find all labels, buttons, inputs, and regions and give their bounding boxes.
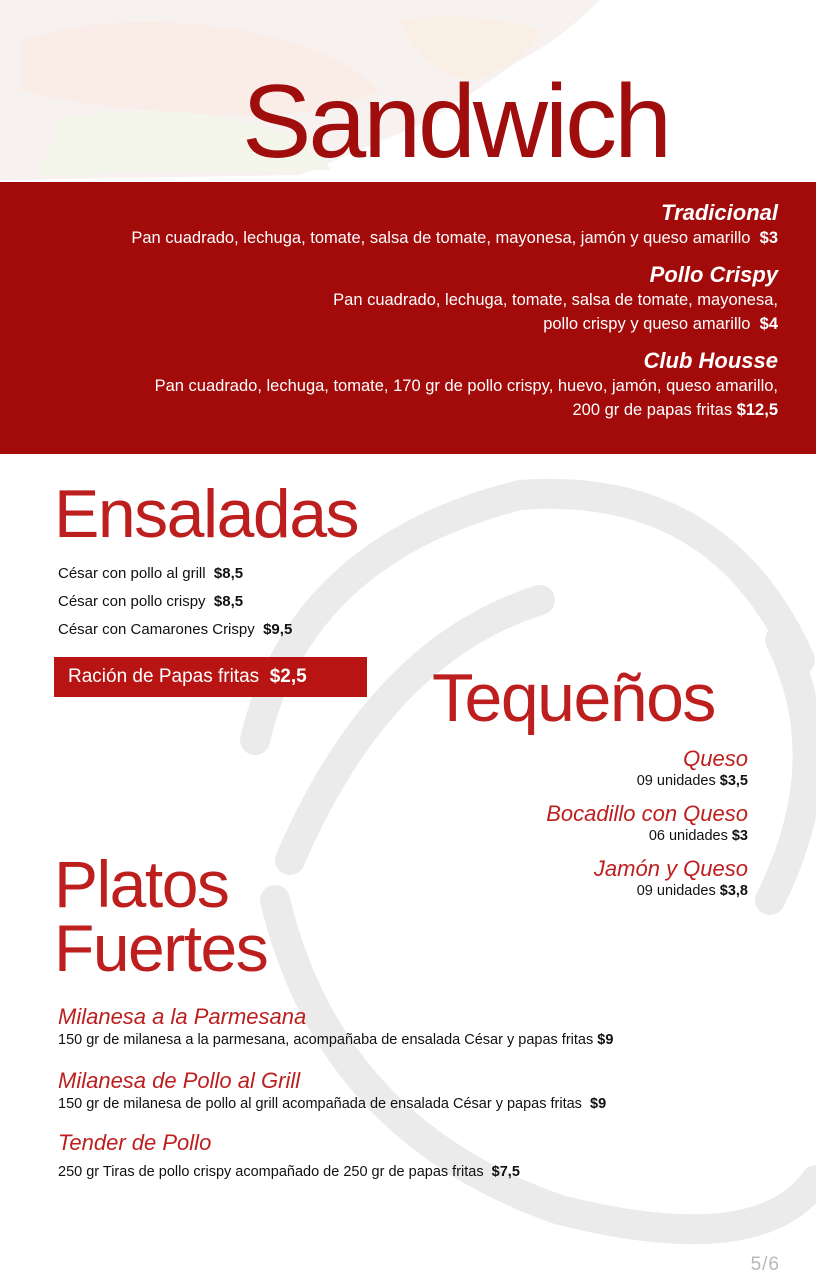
sandwich-item-desc-line: Pan cuadrado, lechuga, tomate, salsa de tomate, mayonesa, [333,291,778,309]
tequeno-item-price: $3,8 [719,883,748,899]
sandwich-item-pollo-crispy [333,262,778,336]
sandwich-item-desc-line: Pan cuadrado, lechuga, tomate, salsa de tomate, mayonesa, jamón y queso amarillo [131,229,751,247]
sandwich-item-description [131,226,778,250]
tequeno-item-units: 09 unidades [636,773,716,789]
plato-fuerte-item [58,1004,613,1050]
ensalada-item-price: $8,5 [213,565,244,582]
tequeno-item-price: $3,5 [719,773,748,789]
sandwich-item-desc-line: pollo crispy y queso amarillo [543,315,751,333]
papas-label: Ración de Papas fritas [68,666,260,687]
tequeno-item [637,746,748,790]
page-indicator: 5/6 [750,1254,780,1275]
sandwich-item-description [155,398,778,422]
tequeno-item-detail [546,827,748,845]
sandwich-item-desc-line: Pan cuadrado, lechuga, tomate, 170 gr de pollo crispy, huevo, jamón, queso amarillo, [154,377,778,395]
ensalada-item-name: César con pollo crispy [58,593,206,610]
tequeno-item-name: Queso [683,746,748,771]
sandwich-section-title: Sandwich [242,64,669,180]
plato-fuerte-description [58,1030,613,1050]
ensalada-item [58,616,292,644]
plato-fuerte-description [58,1094,606,1114]
papas-price: $2,5 [269,666,307,687]
sandwich-item-description [333,312,778,336]
sandwich-item-name: Tradicional [661,200,778,225]
tequeno-item-units: 09 unidades [636,883,716,899]
ensalada-item-name: César con Camarones Crispy [58,621,255,638]
plato-fuerte-description [58,1162,520,1182]
plato-fuerte-name: Milanesa a la Parmesana [58,1004,307,1029]
sandwich-item-name: Club Housse [643,348,778,373]
tequeno-item [594,856,748,900]
plato-fuerte-name: Milanesa de Pollo al Grill [58,1068,301,1093]
plato-fuerte-desc-text: 150 gr de milanesa de pollo al grill acompañada de ensalada César y papas fritas [58,1096,582,1112]
papas-fritas-banner [54,657,367,697]
tequenos-section-title: Tequeños [432,660,715,736]
plato-fuerte-item [58,1130,520,1182]
tequeno-item-price: $3 [731,828,748,844]
ensaladas-section-title: Ensaladas [54,476,359,552]
plato-fuerte-desc-text: 150 gr de milanesa a la parmesana, acompañaba de ensalada César y papas fritas [58,1032,594,1048]
sandwich-item-price: $3 [759,229,778,247]
plato-fuerte-desc-text: 250 gr Tiras de pollo crispy acompañado de 250 gr de papas fritas [58,1164,484,1180]
plato-fuerte-price: $9 [590,1096,607,1112]
ensalada-item [58,588,292,616]
tequeno-item-detail [637,772,748,790]
sandwich-item-tradicional [131,200,778,250]
sandwich-item-name: Pollo Crispy [649,262,778,287]
tequeno-item-name: Jamón y Queso [593,856,748,881]
sandwich-item-desc-line: 200 gr de papas fritas [572,401,733,419]
tequeno-item [546,801,748,845]
plato-fuerte-item [58,1068,606,1114]
ensalada-item-name: César con pollo al grill [58,565,206,582]
sandwich-item-price: $4 [759,315,778,333]
sandwich-item-club-housse [155,348,778,422]
plato-fuerte-price: $9 [597,1032,614,1048]
plato-fuerte-name: Tender de Pollo [58,1130,212,1155]
platos-fuertes-title-line: Fuertes [54,911,268,985]
tequeno-item-detail [594,882,748,900]
tequeno-item-name: Bocadillo con Queso [546,801,748,826]
ensalada-item-price: $8,5 [213,593,244,610]
ensaladas-list [58,560,292,644]
platos-fuertes-section-title [54,847,268,985]
platos-fuertes-title-line: Platos [54,847,229,921]
sandwich-item-price: $12,5 [736,401,778,419]
plato-fuerte-price: $7,5 [491,1164,520,1180]
ensalada-item-price: $9,5 [263,621,293,638]
tequeno-item-units: 06 unidades [648,828,728,844]
ensalada-item [58,560,292,588]
